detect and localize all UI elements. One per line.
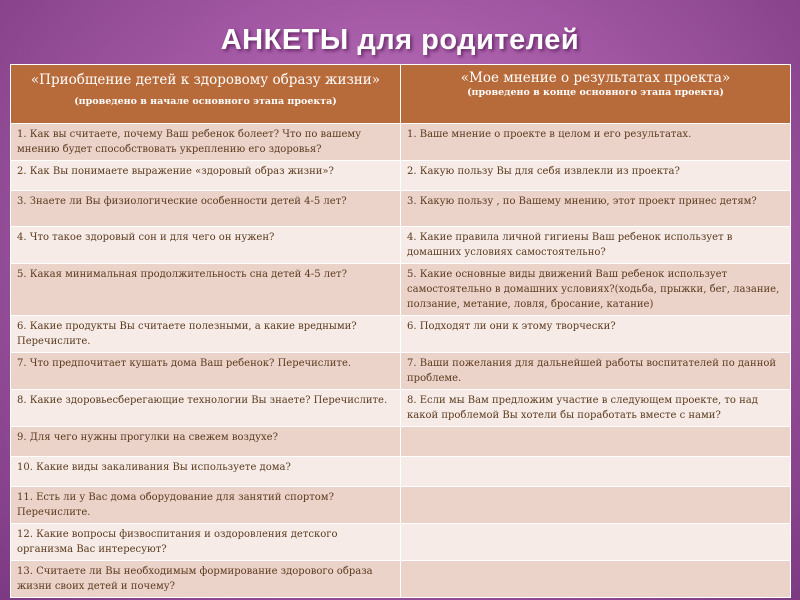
column-header-subtitle: (проведено в начале основного этапа проекта): [74, 96, 337, 107]
table-row: [11, 353, 791, 390]
table-row: [11, 427, 791, 457]
column-header-subtitle: (проведено в конце основного этапа проекта): [467, 87, 724, 98]
question-end: 3. Какую пользу , по Вашему мнению, этот проект принес детям?: [401, 191, 791, 227]
question-end: [401, 457, 791, 487]
table-row: [11, 487, 791, 524]
table-row: [11, 316, 791, 353]
questionnaire-table: [10, 64, 791, 598]
table-row: [11, 124, 791, 161]
question-end: [401, 427, 791, 457]
question-start: 11. Есть ли у Вас дома оборудование для занятий спортом? Перечислите.: [11, 487, 401, 524]
table-row: [11, 390, 791, 427]
question-start: 3. Знаете ли Вы физиологические особенности детей 4-5 лет?: [11, 191, 401, 227]
question-end: 1. Ваше мнение о проекте в целом и его результатах.: [401, 124, 791, 161]
table-header-row: [11, 65, 791, 124]
question-end: [401, 524, 791, 561]
question-start: 12. Какие вопросы физвоспитания и оздоровления детского организма Вас интересуют?: [11, 524, 401, 561]
question-end: [401, 561, 791, 598]
question-end: 6. Подходят ли они к этому творчески?: [401, 316, 791, 353]
question-end: 4. Какие правила личной гигиены Ваш ребенок использует в домашних условиях самостоятельно?: [401, 227, 791, 264]
question-start: 6. Какие продукты Вы считаете полезными, а какие вредными? Перечислите.: [11, 316, 401, 353]
column-header-title: «Мое мнение о результатах проекта»: [460, 70, 731, 86]
question-start: 10. Какие виды закаливания Вы используете дома?: [11, 457, 401, 487]
table-row: [11, 524, 791, 561]
question-end: 8. Если мы Вам предложим участие в следующем проекте, то над какой проблемой Вы хотели бы поработать вместе с нами?: [401, 390, 791, 427]
table-row: [11, 191, 791, 227]
question-end: 5. Какие основные виды движений Ваш ребенок использует самостоятельно в домашних условиях?(ходьба, прыжки, бег, лазание, ползание, метание, ловля, бросание, катание): [401, 264, 791, 316]
question-end: [401, 487, 791, 524]
slide-title: АНКЕТЫ для родителей: [220, 24, 580, 56]
question-end: 2. Какую пользу Вы для себя извлекли из проекта?: [401, 161, 791, 191]
question-start: 7. Что предпочитает кушать дома Ваш ребенок? Перечислите.: [11, 353, 401, 390]
table-row: [11, 161, 791, 191]
table-row: [11, 227, 791, 264]
question-start: 13. Считаете ли Вы необходимым формирование здорового образа жизни своих детей и почему?: [11, 561, 401, 598]
table-row: [11, 457, 791, 487]
column-header-title: «Приобщение детей к здоровому образу жизни»: [30, 72, 381, 88]
question-start: 4. Что такое здоровый сон и для чего он нужен?: [11, 227, 401, 264]
column-header-end: [401, 65, 791, 124]
question-start: 2. Как Вы понимаете выражение «здоровый образ жизни»?: [11, 161, 401, 191]
question-start: 1. Как вы считаете, почему Ваш ребенок болеет? Что по вашему мнению будет способствовать укреплению его здоровья?: [11, 124, 401, 161]
column-header-start: [11, 65, 401, 124]
question-end: 7. Ваши пожелания для дальнейшей работы воспитателей по данной проблеме.: [401, 353, 791, 390]
table-row: [11, 264, 791, 316]
question-start: 8. Какие здоровьесберегающие технологии Вы знаете? Перечислите.: [11, 390, 401, 427]
question-start: 5. Какая минимальная продолжительность сна детей 4-5 лет?: [11, 264, 401, 316]
table-row: [11, 561, 791, 598]
question-start: 9. Для чего нужны прогулки на свежем воздухе?: [11, 427, 401, 457]
